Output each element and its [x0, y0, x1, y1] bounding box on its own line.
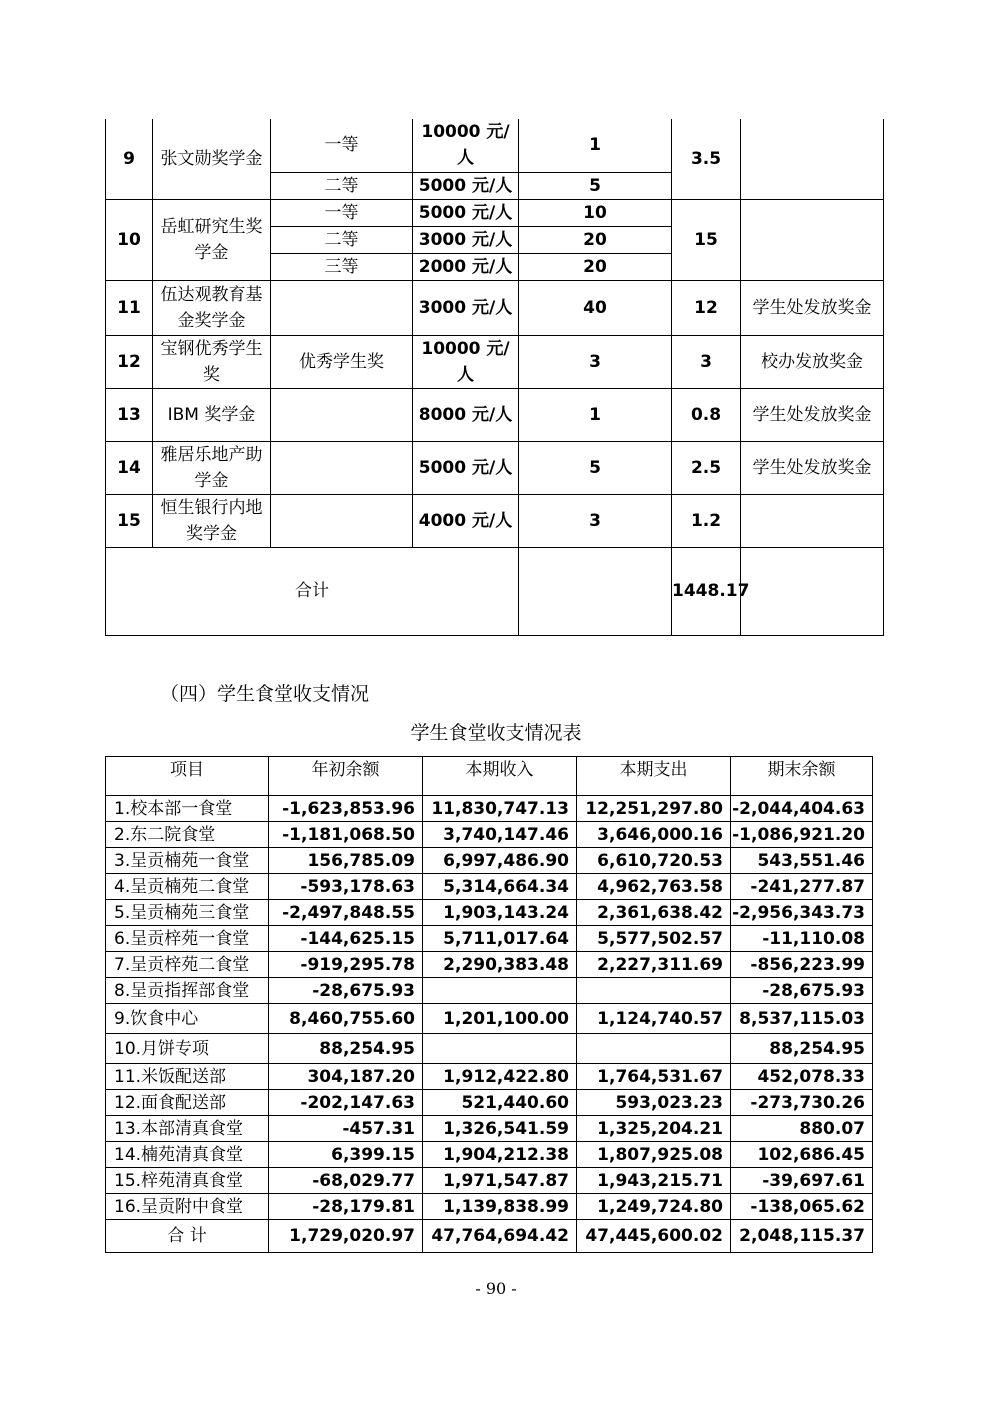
amount-cell: [577, 1034, 731, 1064]
table-row: [106, 822, 873, 848]
amount-cell: 8,537,115.03: [731, 1004, 873, 1034]
total-label: 合 计: [106, 1220, 269, 1253]
award-note: 学生处发放奖金: [741, 280, 884, 335]
award-count: 1: [519, 388, 672, 441]
table-row: [106, 848, 873, 874]
award-count: 20: [519, 226, 672, 253]
award-grade: 优秀学生奖: [271, 335, 413, 388]
header-row: [106, 757, 873, 796]
canteen-name: 10.月饼专项: [106, 1034, 269, 1064]
amount-cell: -2,956,343.73: [731, 900, 873, 926]
award-grade: [271, 388, 413, 441]
amount-cell: 543,551.46: [731, 848, 873, 874]
award-grade: 二等: [271, 226, 413, 253]
amount-cell: -241,277.87: [731, 874, 873, 900]
amount-cell: 1,904,212.38: [423, 1142, 577, 1168]
amount-cell: 6,997,486.90: [423, 848, 577, 874]
canteen-name: 12.面食配送部: [106, 1090, 269, 1116]
award-grade: 一等: [271, 119, 413, 172]
award-total: 0.8: [672, 388, 741, 441]
total-row: [106, 1220, 873, 1253]
award-count: 1: [519, 119, 672, 172]
amount-cell: -919,295.78: [269, 952, 423, 978]
amount-cell: 11,830,747.13: [423, 796, 577, 822]
table-row: [106, 1064, 873, 1090]
section-title: （四）学生食堂收支情况: [160, 683, 370, 705]
table-row: [106, 280, 884, 335]
amount-cell: 452,078.33: [731, 1064, 873, 1090]
column-header: 本期收入: [423, 757, 577, 796]
amount-cell: 521,440.60: [423, 1090, 577, 1116]
award-amount: 5000 元/人: [413, 199, 519, 226]
total-amount: 1,729,020.97: [269, 1220, 423, 1253]
table-row: [106, 388, 884, 441]
table-row: [106, 1090, 873, 1116]
table-row: [106, 900, 873, 926]
amount-cell: 88,254.95: [731, 1034, 873, 1064]
award-count: 40: [519, 280, 672, 335]
canteen-name: 5.呈贡楠苑三食堂: [106, 900, 269, 926]
amount-cell: 88,254.95: [269, 1034, 423, 1064]
amount-cell: 5,314,664.34: [423, 874, 577, 900]
canteen-name: 8.呈贡指挥部食堂: [106, 978, 269, 1004]
award-note: [741, 199, 884, 280]
table-row: [106, 441, 884, 494]
amount-cell: 2,227,311.69: [577, 952, 731, 978]
award-note: [741, 119, 884, 199]
amount-cell: 5,577,502.57: [577, 926, 731, 952]
award-amount: 3000 元/人: [413, 280, 519, 335]
table-row: [106, 1142, 873, 1168]
canteen-name: 14.楠苑清真食堂: [106, 1142, 269, 1168]
table-row: [106, 1116, 873, 1142]
amount-cell: 1,912,422.80: [423, 1064, 577, 1090]
table-caption: 学生食堂收支情况表: [410, 722, 582, 744]
total-amount: 47,445,600.02: [577, 1220, 731, 1253]
amount-cell: 2,361,638.42: [577, 900, 731, 926]
amount-cell: -457.31: [269, 1116, 423, 1142]
award-amount: 5000 元/人: [413, 172, 519, 199]
canteen-name: 3.呈贡楠苑一食堂: [106, 848, 269, 874]
page-number: - 90 -: [475, 1279, 517, 1298]
sum-row: [106, 547, 884, 635]
canteen-name: 2.东二院食堂: [106, 822, 269, 848]
award-name: 雅居乐地产助学金: [153, 441, 271, 494]
amount-cell: 12,251,297.80: [577, 796, 731, 822]
canteen-name: 9.饮食中心: [106, 1004, 269, 1034]
award-no: 15: [106, 494, 153, 547]
table-row: [106, 926, 873, 952]
award-grade: 一等: [271, 199, 413, 226]
amount-cell: 8,460,755.60: [269, 1004, 423, 1034]
award-total: 2.5: [672, 441, 741, 494]
award-amount: 3000 元/人: [413, 226, 519, 253]
amount-cell: -39,697.61: [731, 1168, 873, 1194]
award-no: 10: [106, 199, 153, 280]
column-header: 年初余额: [269, 757, 423, 796]
amount-cell: 593,023.23: [577, 1090, 731, 1116]
award-note: 校办发放奖金: [741, 335, 884, 388]
award-note: 学生处发放奖金: [741, 388, 884, 441]
amount-cell: -273,730.26: [731, 1090, 873, 1116]
table-row: [106, 1004, 873, 1034]
amount-cell: 1,201,100.00: [423, 1004, 577, 1034]
award-no: 12: [106, 335, 153, 388]
amount-cell: 1,249,724.80: [577, 1194, 731, 1220]
amount-cell: 3,740,147.46: [423, 822, 577, 848]
amount-cell: -2,044,404.63: [731, 796, 873, 822]
award-no: 13: [106, 388, 153, 441]
amount-cell: [423, 978, 577, 1004]
award-total: 3: [672, 335, 741, 388]
table-row: [106, 1194, 873, 1220]
amount-cell: [423, 1034, 577, 1064]
amount-cell: 6,399.15: [269, 1142, 423, 1168]
table-row: [106, 1168, 873, 1194]
award-grade: 二等: [271, 172, 413, 199]
award-amount: 10000 元/人: [413, 335, 519, 388]
amount-cell: 880.07: [731, 1116, 873, 1142]
award-count: 3: [519, 494, 672, 547]
amount-cell: -1,623,853.96: [269, 796, 423, 822]
amount-cell: -202,147.63: [269, 1090, 423, 1116]
amount-cell: [577, 978, 731, 1004]
award-grade: 三等: [271, 253, 413, 280]
award-grade: [271, 441, 413, 494]
award-name: 宝钢优秀学生奖: [153, 335, 271, 388]
award-note: [741, 494, 884, 547]
award-name: 伍达观教育基金奖学金: [153, 280, 271, 335]
table-row: [106, 796, 873, 822]
table-row: [106, 119, 884, 172]
amount-cell: 6,610,720.53: [577, 848, 731, 874]
amount-cell: 5,711,017.64: [423, 926, 577, 952]
award-total: 12: [672, 280, 741, 335]
amount-cell: 1,326,541.59: [423, 1116, 577, 1142]
award-total: 3.5: [672, 119, 741, 199]
canteen-name: 7.呈贡梓苑二食堂: [106, 952, 269, 978]
award-note: 学生处发放奖金: [741, 441, 884, 494]
table-row: [106, 1034, 873, 1064]
canteen-name: 15.梓苑清真食堂: [106, 1168, 269, 1194]
award-name: IBM 奖学金: [153, 388, 271, 441]
amount-cell: -68,029.77: [269, 1168, 423, 1194]
table-row: [106, 199, 884, 226]
amount-cell: -28,179.81: [269, 1194, 423, 1220]
canteen-table: [105, 756, 873, 1253]
award-grade: [271, 494, 413, 547]
amount-cell: 3,646,000.16: [577, 822, 731, 848]
amount-cell: 1,971,547.87: [423, 1168, 577, 1194]
column-header: 本期支出: [577, 757, 731, 796]
table-row: [106, 978, 873, 1004]
award-amount: 8000 元/人: [413, 388, 519, 441]
canteen-name: 6.呈贡梓苑一食堂: [106, 926, 269, 952]
award-name: 恒生银行内地奖学金: [153, 494, 271, 547]
amount-cell: 1,325,204.21: [577, 1116, 731, 1142]
amount-cell: 1,124,740.57: [577, 1004, 731, 1034]
column-header: 项目: [106, 757, 269, 796]
amount-cell: -138,065.62: [731, 1194, 873, 1220]
amount-cell: 1,943,215.71: [577, 1168, 731, 1194]
award-amount: 5000 元/人: [413, 441, 519, 494]
award-grade: [271, 280, 413, 335]
table-row: [106, 952, 873, 978]
sum-empty-cell: [519, 547, 672, 635]
canteen-name: 11.米饭配送部: [106, 1064, 269, 1090]
canteen-name: 1.校本部一食堂: [106, 796, 269, 822]
column-header: 期末余额: [731, 757, 873, 796]
amount-cell: 2,290,383.48: [423, 952, 577, 978]
amount-cell: 156,785.09: [269, 848, 423, 874]
amount-cell: -28,675.93: [269, 978, 423, 1004]
amount-cell: -856,223.99: [731, 952, 873, 978]
award-count: 3: [519, 335, 672, 388]
amount-cell: 4,962,763.58: [577, 874, 731, 900]
sum-label: 合计: [106, 547, 519, 635]
total-amount: 2,048,115.37: [731, 1220, 873, 1253]
amount-cell: 1,807,925.08: [577, 1142, 731, 1168]
amount-cell: -1,181,068.50: [269, 822, 423, 848]
award-no: 11: [106, 280, 153, 335]
amount-cell: 1,139,838.99: [423, 1194, 577, 1220]
award-name: 张文勋奖学金: [153, 119, 271, 199]
award-count: 5: [519, 172, 672, 199]
sum-total: 1448.17: [672, 547, 741, 635]
amount-cell: 304,187.20: [269, 1064, 423, 1090]
award-no: 14: [106, 441, 153, 494]
amount-cell: 1,903,143.24: [423, 900, 577, 926]
award-amount: 2000 元/人: [413, 253, 519, 280]
award-amount: 10000 元/人: [413, 119, 519, 172]
amount-cell: -2,497,848.55: [269, 900, 423, 926]
amount-cell: -593,178.63: [269, 874, 423, 900]
scholarship-table: [105, 119, 884, 636]
sum-note-cell: [741, 547, 884, 635]
amount-cell: -144,625.15: [269, 926, 423, 952]
amount-cell: -1,086,921.20: [731, 822, 873, 848]
canteen-name: 16.呈贡附中食堂: [106, 1194, 269, 1220]
amount-cell: 1,764,531.67: [577, 1064, 731, 1090]
award-name: 岳虹研究生奖学金: [153, 199, 271, 280]
total-amount: 47,764,694.42: [423, 1220, 577, 1253]
award-count: 10: [519, 199, 672, 226]
table-row: [106, 494, 884, 547]
canteen-name: 4.呈贡楠苑二食堂: [106, 874, 269, 900]
amount-cell: -28,675.93: [731, 978, 873, 1004]
award-count: 20: [519, 253, 672, 280]
table-row: [106, 335, 884, 388]
award-count: 5: [519, 441, 672, 494]
award-total: 15: [672, 199, 741, 280]
award-amount: 4000 元/人: [413, 494, 519, 547]
award-no: 9: [106, 119, 153, 199]
amount-cell: -11,110.08: [731, 926, 873, 952]
amount-cell: 102,686.45: [731, 1142, 873, 1168]
table-row: [106, 874, 873, 900]
canteen-name: 13.本部清真食堂: [106, 1116, 269, 1142]
award-total: 1.2: [672, 494, 741, 547]
